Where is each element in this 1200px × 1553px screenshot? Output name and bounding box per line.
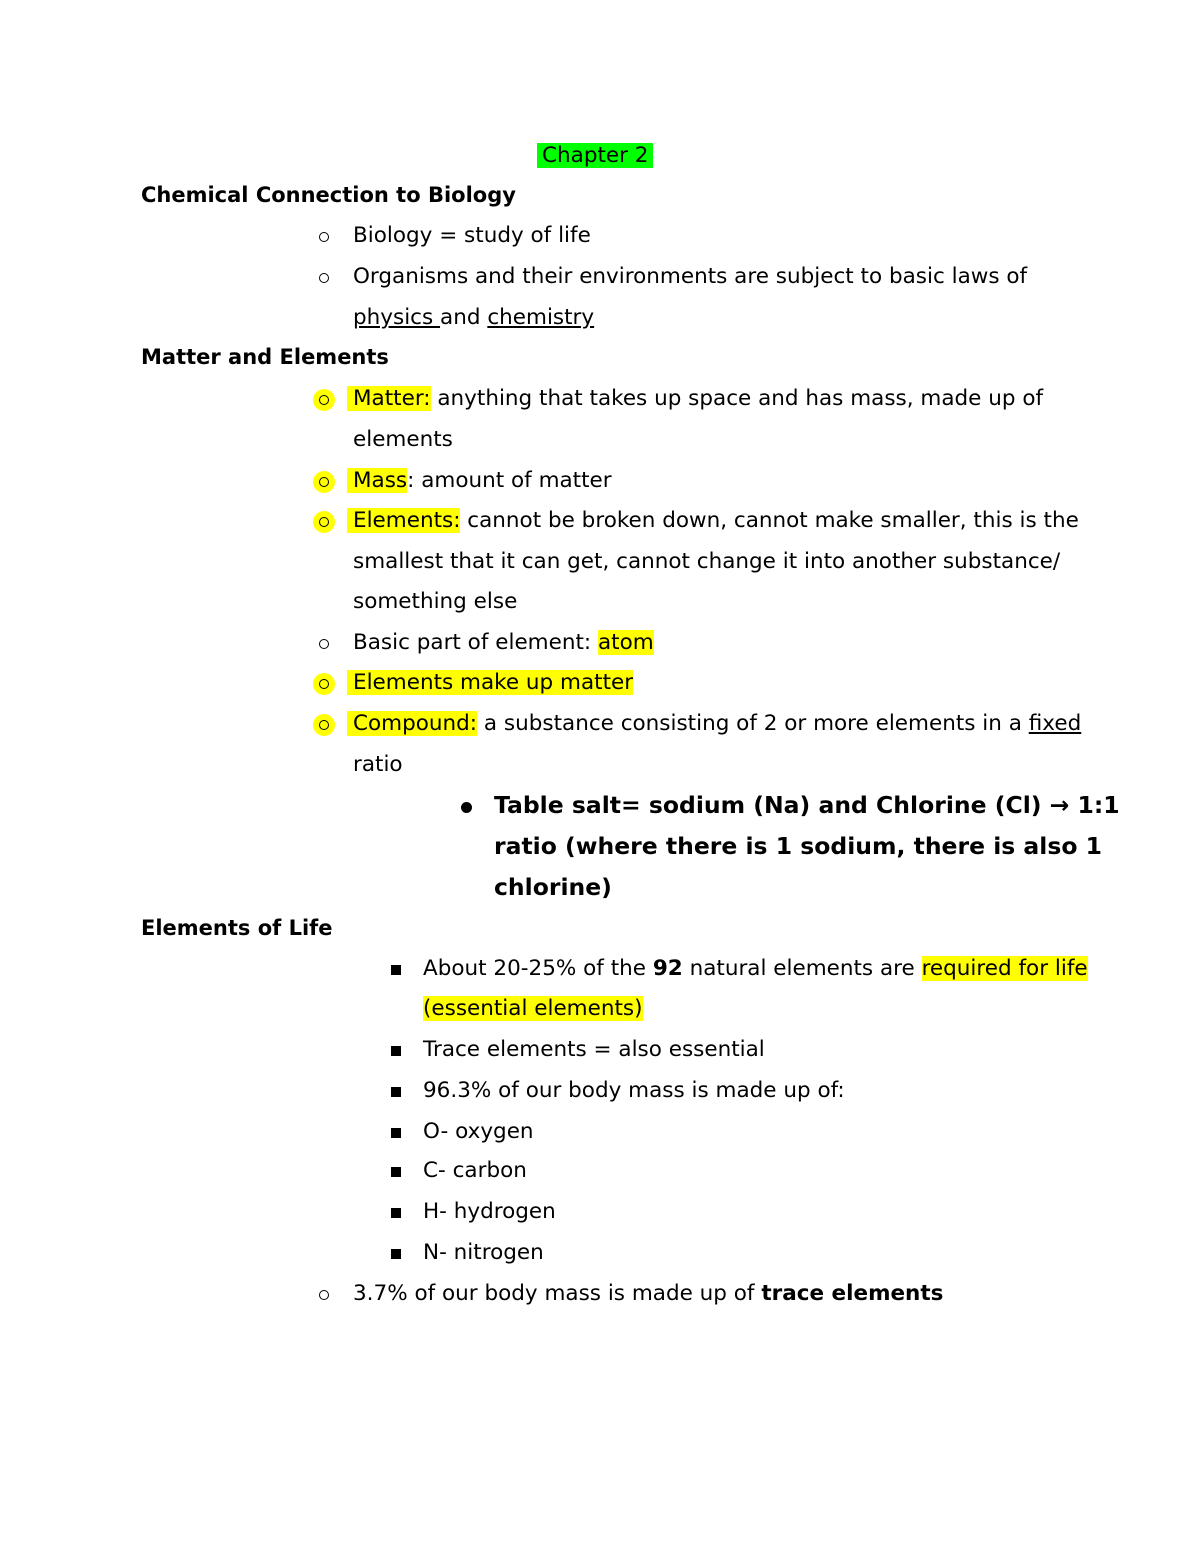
list-item-continuation: chlorine): [494, 873, 612, 901]
list-item: 96.3% of our body mass is made up of:: [423, 1078, 845, 1103]
list-item-continuation: ratio: [353, 752, 403, 777]
list-item: Table salt= sodium (Na) and Chlorine (Cl) → 1:1: [494, 791, 1120, 819]
square-bullet-icon: [391, 1249, 401, 1259]
text-run: 3.7% of our body mass is made up of: [353, 1281, 762, 1306]
list-item-continuation: something else: [353, 589, 518, 614]
hollow-bullet-icon: [319, 639, 329, 649]
list-item: [347, 507, 1079, 535]
hollow-bullet-icon: [319, 477, 329, 487]
hollow-bullet-icon: [319, 395, 329, 405]
highlighted-term: Compound:: [347, 711, 477, 736]
list-item: Biology = study of life: [353, 223, 591, 248]
underlined-term: fixed: [1028, 711, 1082, 736]
text-run: About 20-25% of the: [423, 956, 653, 981]
highlighted-term: Matter:: [347, 386, 431, 411]
list-item: [347, 669, 633, 697]
hollow-bullet-icon: [319, 273, 329, 283]
square-bullet-icon: [391, 1128, 401, 1138]
list-item-continuation: smallest that it can get, cannot change it into another substance/: [353, 549, 1061, 574]
list-item: Trace elements = also essential: [423, 1037, 765, 1062]
text-run: natural elements are: [682, 956, 922, 981]
filled-bullet-icon: [461, 802, 472, 813]
highlighted-term: Mass: [347, 468, 407, 493]
list-item: [347, 710, 1081, 738]
list-item: [423, 955, 1088, 983]
section-heading-chemical-connection: Chemical Connection to Biology: [141, 183, 516, 207]
list-item: H- hydrogen: [423, 1199, 556, 1224]
section-heading-elements-of-life: Elements of Life: [141, 916, 333, 940]
definition-text: : amount of matter: [407, 468, 612, 493]
hollow-bullet-icon: [319, 232, 329, 242]
hollow-bullet-icon: [319, 679, 329, 689]
list-item: [353, 629, 654, 657]
highlighted-term: atom: [597, 630, 654, 655]
highlighted-text: required for life: [921, 956, 1088, 981]
list-item: Organisms and their environments are subject to basic laws of: [353, 264, 1028, 289]
square-bullet-icon: [391, 1167, 401, 1177]
text-run: Basic part of element:: [353, 630, 598, 655]
highlighted-text: (essential elements): [423, 996, 643, 1021]
page-title: [537, 142, 653, 170]
hollow-bullet-icon: [319, 720, 329, 730]
list-item: O- oxygen: [423, 1119, 534, 1144]
list-item-continuation: ratio (where there is 1 sodium, there is also 1: [494, 832, 1103, 860]
definition-text: cannot be broken down, cannot make smaller, this is the: [460, 508, 1079, 533]
definition-text: anything that takes up space and has mass, made up of: [430, 386, 1044, 411]
definition-text: a substance consisting of 2 or more elements in a: [477, 711, 1029, 736]
bold-number: 92: [652, 956, 683, 981]
list-item-continuation: [423, 995, 643, 1023]
list-item: [353, 1280, 943, 1308]
list-item: [347, 385, 1043, 413]
underlined-term: physics: [353, 305, 441, 330]
bold-term: trace elements: [761, 1281, 944, 1306]
section-heading-matter-elements: Matter and Elements: [141, 345, 389, 369]
hollow-bullet-icon: [319, 517, 329, 527]
hollow-bullet-icon: [319, 1290, 329, 1300]
list-item-continuation: elements: [353, 427, 453, 452]
text-run: and: [440, 305, 488, 330]
title-highlight: Chapter 2: [537, 143, 653, 168]
underlined-term: chemistry: [487, 305, 595, 330]
square-bullet-icon: [391, 1087, 401, 1097]
list-item: N- nitrogen: [423, 1240, 544, 1265]
square-bullet-icon: [391, 1046, 401, 1056]
highlighted-text: Elements make up matter: [347, 670, 633, 695]
highlighted-term: Elements:: [347, 508, 460, 533]
list-item-continuation: [353, 304, 594, 332]
list-item: [347, 467, 612, 495]
square-bullet-icon: [391, 965, 401, 975]
square-bullet-icon: [391, 1208, 401, 1218]
list-item: C- carbon: [423, 1158, 527, 1183]
